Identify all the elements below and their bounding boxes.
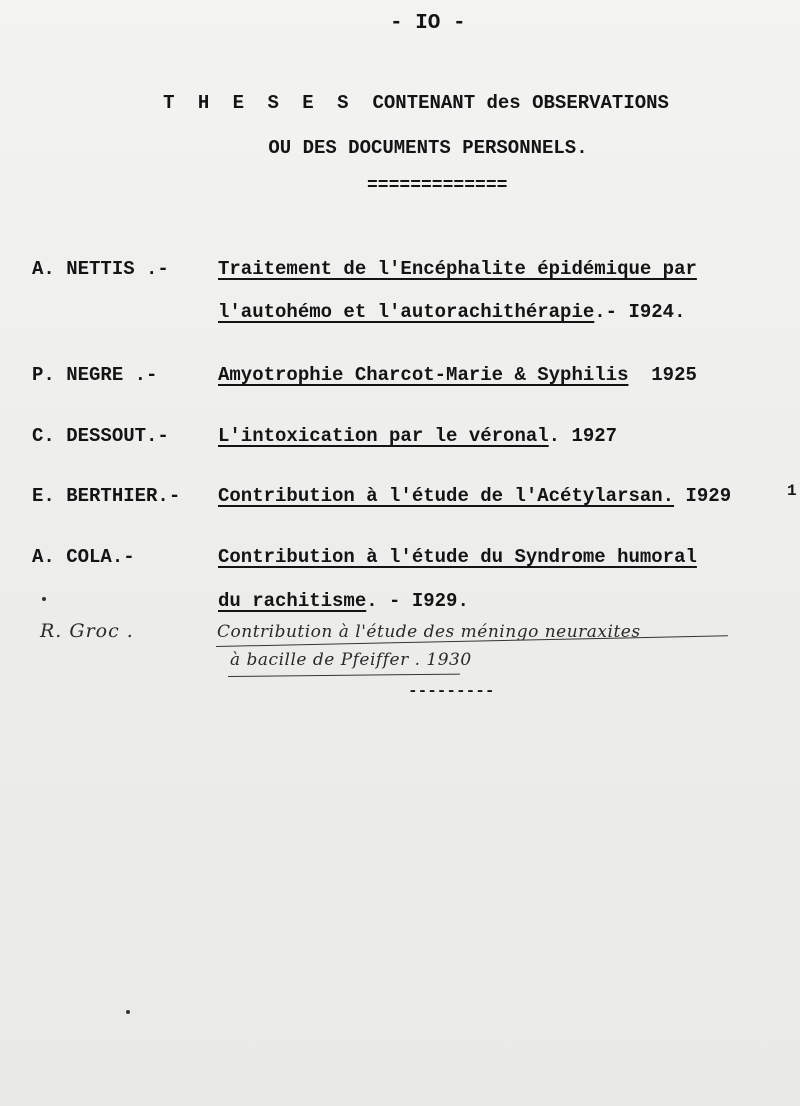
title-rest: CONTENANT des OBSERVATIONS [372,92,669,114]
entry-title-line [218,590,469,612]
entry-title-line [218,425,617,447]
entry-title-line [218,364,697,386]
entry-year: I929 [685,485,732,507]
page-subtitle: OU DES DOCUMENTS PERSONNELS. [268,137,588,159]
entry-title-line [218,546,697,568]
entry-title-text: Contribution à l'étude de l'Acétylarsan. [218,485,675,507]
margin-mark: 1 [787,482,797,500]
entry-year: . 1927 [548,425,618,447]
entry-year: .- I924. [594,301,686,323]
entry-author: A. NETTIS .- [32,258,169,280]
page-title [16,92,800,114]
entry-title-text: du rachitisme [218,590,367,612]
entry-year: . - I929. [366,590,469,612]
bottom-separator: --------- [408,682,495,700]
ink-dot [126,1010,130,1014]
title-spaced: T H E S E S [163,92,355,114]
handwritten-title-line: à bacille de Pfeiffer . 1930 [230,650,472,670]
entry-author: A. COLA.- [32,546,135,568]
handwritten-underline [228,674,460,677]
entry-author: P. NEGRE .- [32,364,158,386]
entry-author: E. BERTHIER.- [32,485,181,507]
page-number: - IO - [390,12,466,35]
entry-title-line [218,485,731,507]
entry-year: 1925 [651,364,697,386]
entry-title-text: Amyotrophie Charcot-Marie & Syphilis [218,364,629,386]
entry-title-line [218,301,685,323]
entry-title-text: l'autohémo et l'autorachithérapie [218,301,595,323]
entry-author: C. DESSOUT.- [32,425,169,447]
handwritten-author: R. Groc . [40,620,134,642]
top-separator: ============= [367,176,508,196]
entry-title-text: Contribution à l'étude du Syndrome humoral [218,546,697,568]
handwritten-title-line: Contribution à l'étude des méningo neuraxites [217,622,641,642]
entry-title-text: L'intoxication par le véronal [218,425,549,447]
entry-title-text: Traitement de l'Encéphalite épidémique par [218,258,697,280]
entry-title-line [218,258,697,280]
ink-dot [42,597,46,601]
